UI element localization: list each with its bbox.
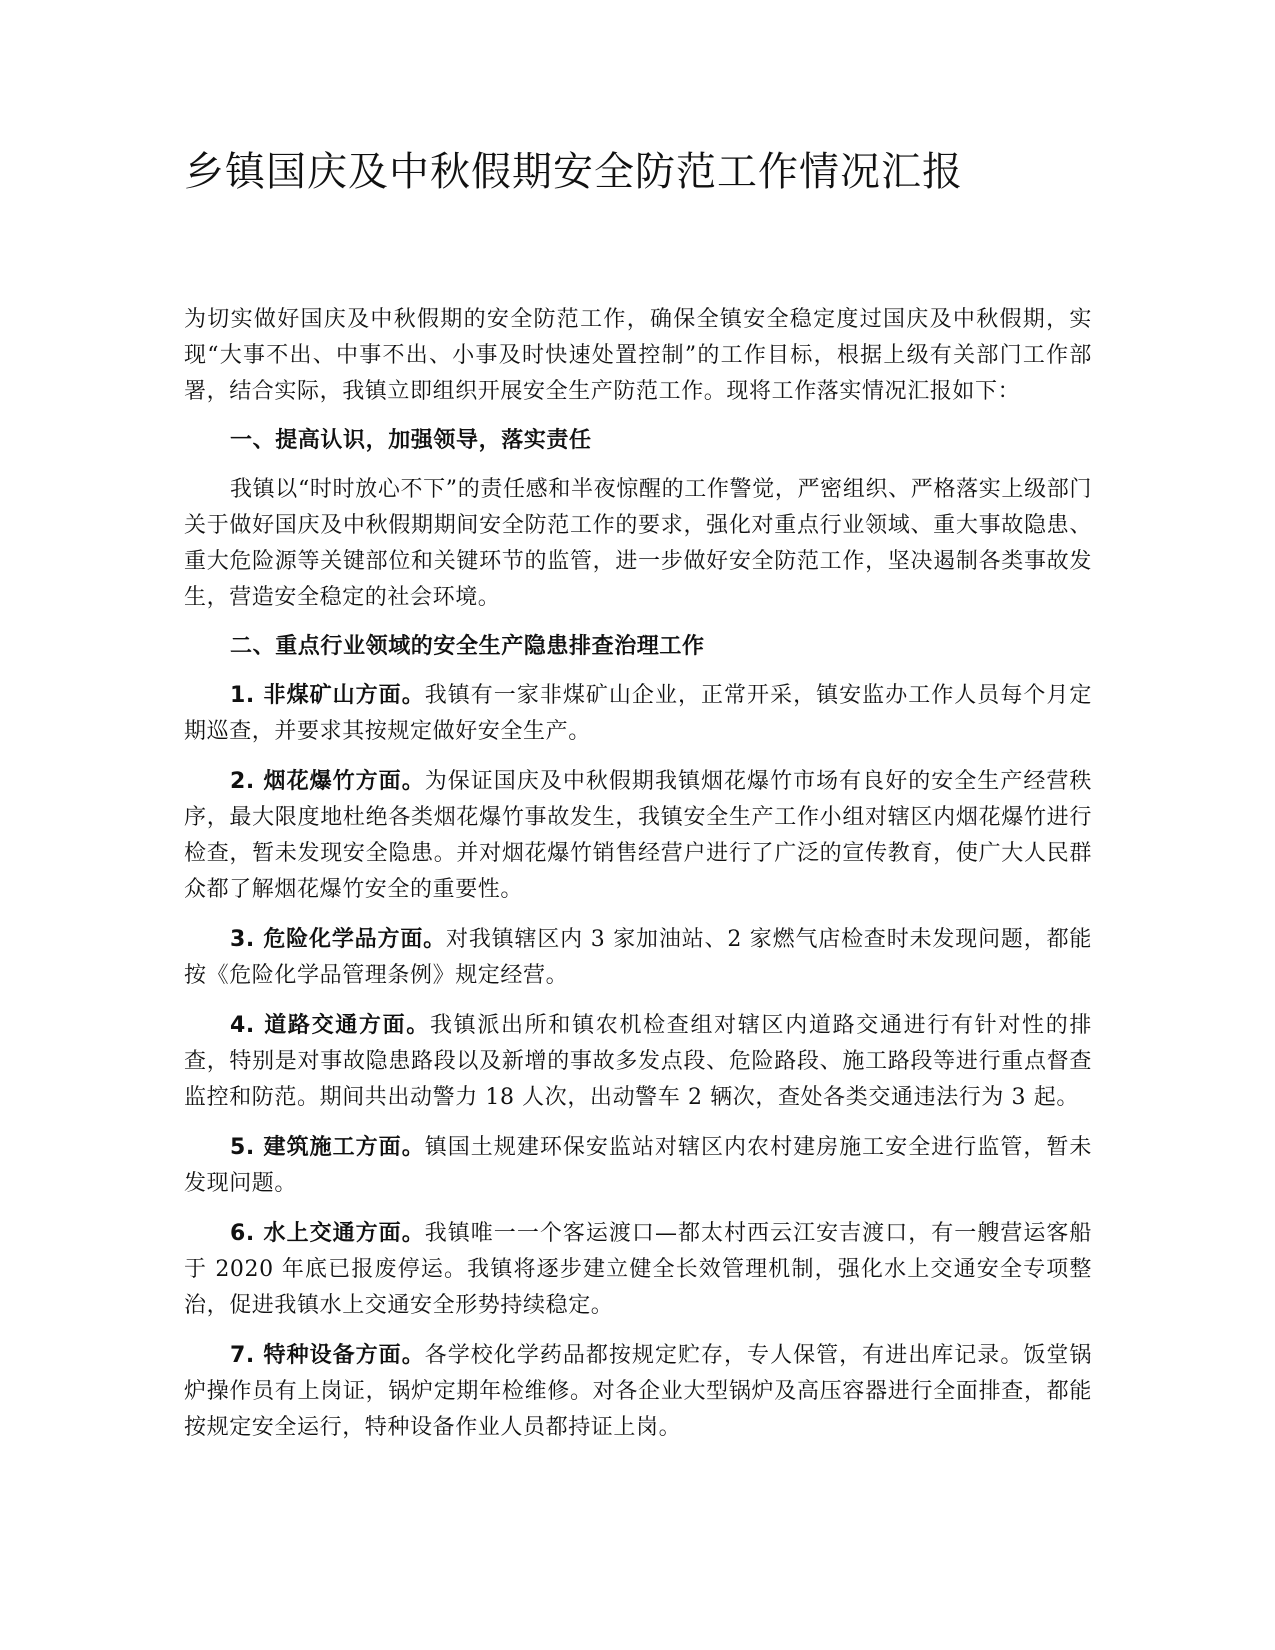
item-text: 我镇唯一一个客运渡口—都太村西云江安吉渡口，有一艘营运客船于 2020 年底已报废停运。我镇将逐步建立健全长效管理机制，强化水上交通安全专项整治，促进我镇水上交通安全形势持续稳定。 [184, 1221, 1092, 1318]
item-lead: 4. 道路交通方面。 [230, 1013, 430, 1038]
section-heading-2: 二、重点行业领域的安全生产隐患排查治理工作 [230, 634, 705, 659]
item-text: 对我镇辖区内 3 家加油站、2 家燃气店检查时未发现问题，都能按《危险化学品管理条例》规定经营。 [184, 927, 1092, 988]
document-title: 乡镇国庆及中秋假期安全防范工作情况汇报 [184, 149, 963, 195]
item-lead: 2. 烟花爆竹方面。 [230, 769, 425, 794]
document-body [184, 302, 1092, 1460]
section-1-paragraph: 我镇以“时时放心不下”的责任感和半夜惊醒的工作警觉，严密组织、严格落实上级部门关于做好国庆及中秋假期期间安全防范工作的要求，强化对重点行业领域、重大事故隐患、重大危险源等关键部位和关键环节的监管，进一步做好安全防范工作，坚决遏制各类事故发生，营造安全稳定的社会环境。 [184, 477, 1092, 610]
list-item-construction [184, 1130, 1092, 1202]
item-text: 各学校化学药品都按规定贮存，专人保管，有进出库记录。饭堂锅炉操作员有上岗证，锅炉定期年检维修。对各企业大型锅炉及高压容器进行全面排查，都能按规定安全运行，特种设备作业人员都持证上岗。 [184, 1343, 1092, 1440]
item-text: 我镇有一家非煤矿山企业，正常开采，镇安监办工作人员每个月定期巡查，并要求其按规定做好安全生产。 [184, 683, 1092, 744]
item-text: 镇国土规建环保安监站对辖区内农村建房施工安全进行监管，暂未发现问题。 [184, 1135, 1092, 1196]
list-item-fireworks [184, 764, 1092, 908]
item-text: 我镇派出所和镇农机检查组对辖区内道路交通进行有针对性的排查，特别是对事故隐患路段以及新增的事故多发点段、危险路段、施工路段等进行重点督查监控和防范。期间共出动警力 18 人次，出动警车 2 辆次，查处各类交通违法行为 3 起。 [184, 1013, 1092, 1110]
intro-paragraph: 为切实做好国庆及中秋假期的安全防范工作，确保全镇安全稳定度过国庆及中秋假期，实现“大事不出、中事不出、小事及时快速处置控制”的工作目标，根据上级有关部门工作部署，结合实际，我镇立即组织开展安全生产防范工作。现将工作落实情况汇报如下： [184, 307, 1092, 404]
item-text: 为保证国庆及中秋假期我镇烟花爆竹市场有良好的安全生产经营秩序，最大限度地杜绝各类烟花爆竹事故发生，我镇安全生产工作小组对辖区内烟花爆竹进行检查，暂未发现安全隐患。并对烟花爆竹销售经营户进行了广泛的宣传教育，使广大人民群众都了解烟花爆竹安全的重要性。 [184, 769, 1092, 902]
item-lead: 3. 危险化学品方面。 [230, 927, 446, 952]
item-lead: 1. 非煤矿山方面。 [230, 683, 425, 708]
list-item-road-traffic [184, 1008, 1092, 1116]
list-item-special-equipment [184, 1338, 1092, 1446]
item-lead: 5. 建筑施工方面。 [230, 1135, 425, 1160]
list-item-non-coal-mine [184, 678, 1092, 750]
item-lead: 6. 水上交通方面。 [230, 1221, 425, 1246]
list-item-hazardous-chemicals [184, 922, 1092, 994]
list-item-water-traffic [184, 1216, 1092, 1324]
item-lead: 7. 特种设备方面。 [230, 1343, 425, 1368]
section-heading-1: 一、提高认识，加强领导，落实责任 [230, 428, 592, 453]
